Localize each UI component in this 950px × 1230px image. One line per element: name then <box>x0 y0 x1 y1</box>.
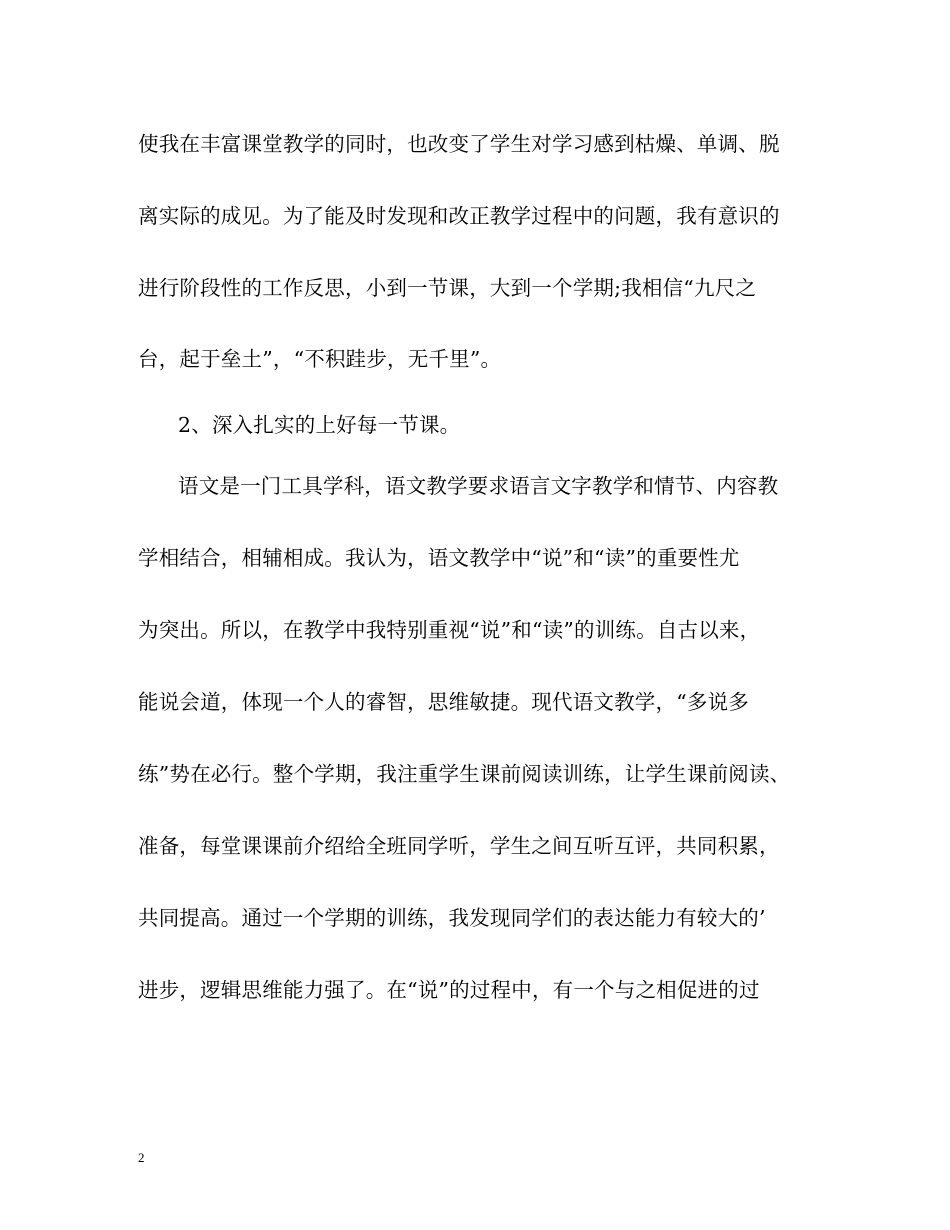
text-line: 学相结合，相辅相成。我认为，语文教学中“说”和“读”的重要性尤 <box>138 546 740 570</box>
page-number: 2 <box>138 1150 145 1165</box>
section-heading: 2、深入扎实的上好每一节课。 <box>178 413 461 437</box>
text-line: 共同提高。通过一个学期的训练，我发现同学们的表达能力有较大的’ <box>138 906 766 930</box>
text-line: 进步，逻辑思维能力强了。在“说”的过程中，有一个与之相促进的过 <box>138 978 760 1002</box>
text-line: 准备，每堂课课前介绍给全班同学听，学生之间互听互评，共同积累， <box>138 834 780 858</box>
text-line: 进行阶段性的工作反思，小到一节课，大到一个学期;我相信“九尺之 <box>138 276 757 300</box>
text-line: 练”势在必行。整个学期，我注重学生课前阅读训练，让学生课前阅读、 <box>138 762 791 786</box>
text-line: 使我在丰富课堂教学的同时，也改变了学生对学习感到枯燥、单调、脱 <box>138 132 780 156</box>
paragraph-first-line: 语文是一门工具学科，语文教学要求语言文字教学和情节、内容教 <box>178 474 779 498</box>
text-line: 能说会道，体现一个人的睿智，思维敏捷。现代语文教学，“多说多 <box>138 690 749 714</box>
text-line: 为突出。所以，在教学中我特别重视“说”和“读”的训练。自古以来， <box>138 618 761 642</box>
text-line: 台，起于垒土”，“不积跬步，无千里”。 <box>138 347 502 371</box>
text-line: 离实际的成见。为了能及时发现和改正教学过程中的问题，我有意识的 <box>138 204 780 228</box>
